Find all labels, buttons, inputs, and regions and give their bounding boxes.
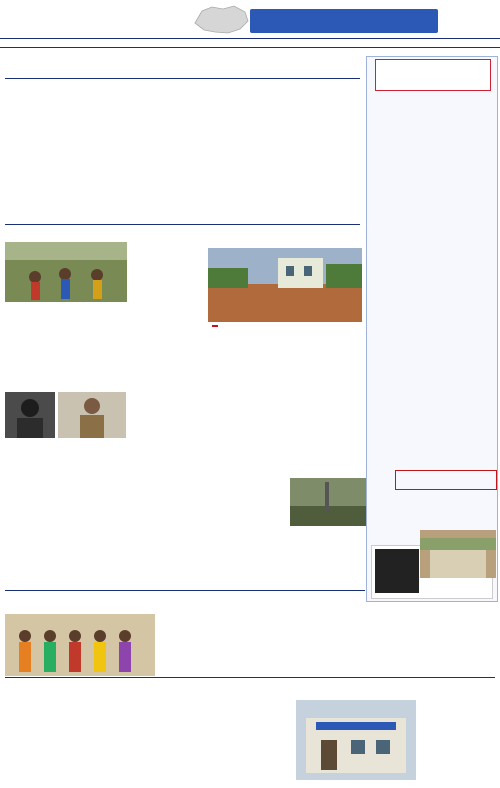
divider [5, 224, 360, 225]
elec-column-1 [133, 456, 205, 588]
health-column-1 [5, 682, 155, 782]
divider [5, 78, 360, 79]
elec-image [290, 478, 368, 526]
land-site-photo [208, 248, 362, 322]
school-box [395, 470, 497, 490]
district-banner [250, 9, 438, 33]
elec-column-2 [210, 478, 285, 588]
lead-column-4 [282, 83, 362, 223]
health-column-2 [160, 700, 290, 782]
police-image [58, 392, 126, 438]
land-photo [5, 242, 127, 302]
police-photo [58, 392, 126, 438]
culture-photo [5, 614, 155, 676]
divider [5, 590, 365, 591]
anniversary-logo [447, 3, 497, 35]
school-image [420, 530, 496, 578]
lead-column-1 [5, 83, 115, 223]
land-column-5 [133, 332, 203, 442]
land-photo-image [5, 242, 127, 302]
district-map-icon [190, 3, 250, 36]
land-column-4 [288, 326, 363, 441]
health-column-3 [420, 682, 496, 782]
culture-image [5, 614, 155, 676]
land-tag [212, 325, 218, 327]
quiz-header [375, 59, 491, 91]
dateline [0, 38, 500, 48]
land-column-2 [133, 248, 203, 328]
accused-photo [5, 392, 55, 438]
masthead [0, 0, 500, 38]
land-column-1 [5, 305, 127, 355]
divider [5, 677, 495, 678]
health-centre-photo [296, 700, 416, 780]
accused-image [5, 392, 55, 438]
school-photo [420, 530, 496, 578]
land-column-3 [208, 336, 283, 441]
elec-column-3 [290, 530, 368, 588]
elec-photo [290, 478, 368, 526]
culture-column [160, 600, 360, 675]
lead-column-2 [122, 83, 194, 223]
health-centre-image [296, 700, 416, 780]
lead-column-3 [205, 100, 275, 223]
quiz-sidebar [366, 56, 498, 602]
land-site-image [208, 248, 362, 322]
qr-code-icon[interactable] [375, 549, 419, 593]
arrest-column [5, 442, 127, 582]
